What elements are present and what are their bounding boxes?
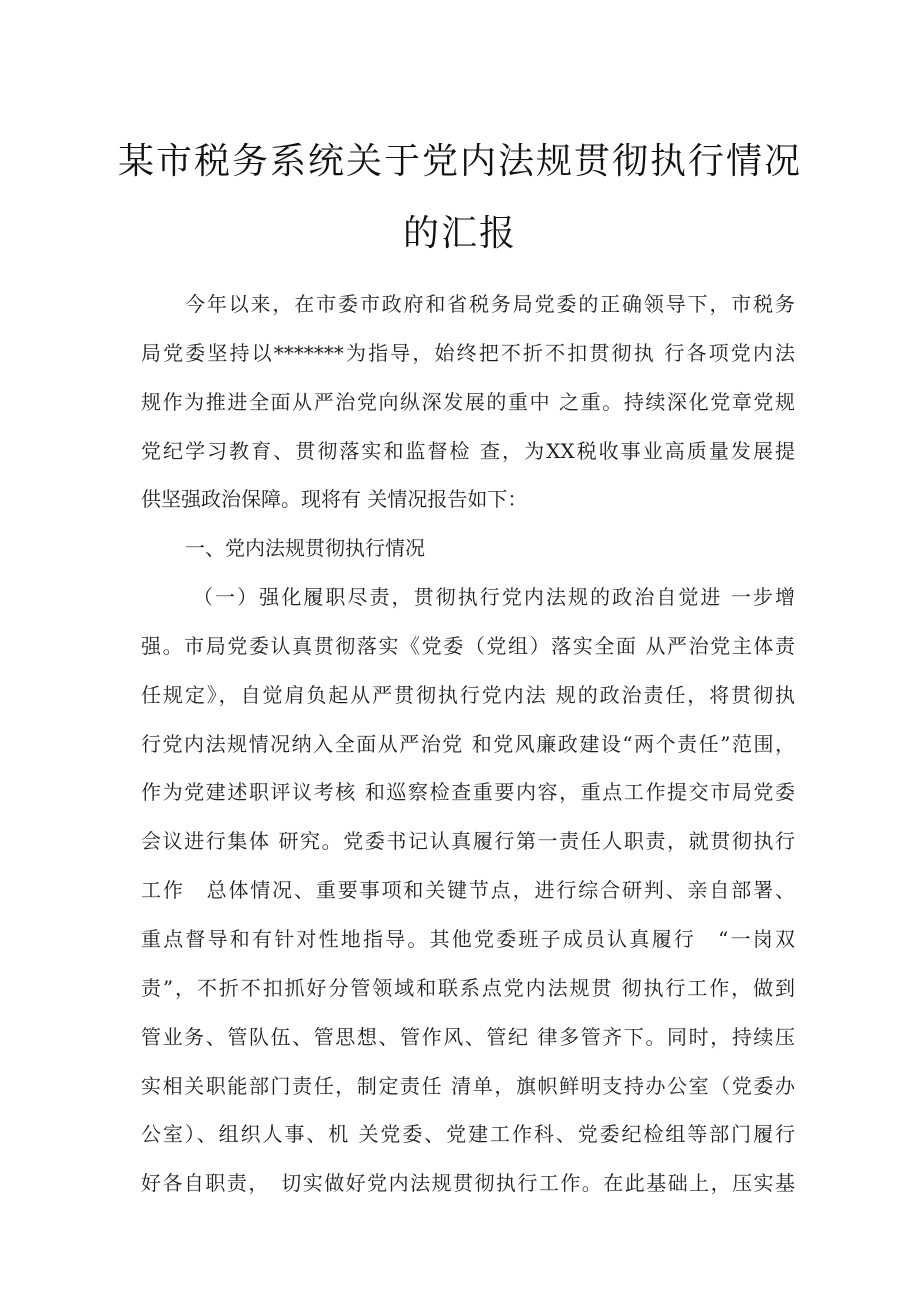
- paragraph-line: 管业务、管队伍、管思想、管作风、管纪 律多管齐下。同时，持续压: [141, 1024, 795, 1049]
- paragraph-line: 强。市局党委认真贯彻落实《党委（党组）落实全面 从严治党主体责: [141, 633, 795, 658]
- document-body: [141, 280, 795, 1208]
- paragraph-line: 责”，不折不扣抓好分管领域和联系点党内法规贯 彻执行工作，做到: [141, 975, 795, 1000]
- paragraph-line: 规作为推进全面从严治党向纵深发展的重中 之重。持续深化党章党规: [141, 389, 795, 414]
- paragraph-line: 重点督导和有针对性地指导。其他党委班子成员认真履行 “一岗双: [141, 926, 795, 951]
- paragraph-line: 会议进行集体 研究。党委书记认真履行第一责任人职责，就贯彻执行: [141, 829, 795, 854]
- paragraph-line: 作为党建述职评议考核 和巡察检查重要内容，重点工作提交市局党委: [141, 780, 795, 805]
- document-title-line-2: 的汇报: [402, 213, 517, 254]
- section-heading: 一、党内法规贯彻执行情况: [185, 536, 425, 561]
- subsection-heading-line: （一）强化履职尽责，贯彻执行党内法规的政治自觉进 一步增: [193, 585, 795, 610]
- paragraph-line: 好各自职责， 切实做好党内法规贯彻执行工作。在此基础上，压实基: [141, 1171, 795, 1196]
- paragraph-line: 实相关职能部门责任，制定责任 清单，旗帜鲜明支持办公室（党委办: [141, 1073, 795, 1098]
- paragraph-line: 局党委坚持以*******为指导，始终把不折不扣贯彻执 行各项党内法: [141, 340, 795, 365]
- paragraph-line: 今年以来，在市委市政府和省税务局党委的正确领导下，市税务: [185, 292, 795, 316]
- paragraph-line: 供坚强政治保障。现将有 关情况报告如下：: [141, 487, 528, 512]
- paragraph-line: 工作 总体情况、重要事项和关键节点，进行综合研判、亲自部署、: [141, 878, 795, 903]
- document-title-line-1: 某市税务系统关于党内法规贯彻执行情况: [117, 141, 802, 182]
- paragraph-line: 党纪学习教育、贯彻落实和监督检 查，为XX税收事业高质量发展提: [141, 438, 795, 463]
- paragraph-line: 任规定》，自觉肩负起从严贯彻执行党内法 规的政治责任，将贯彻执: [141, 682, 795, 707]
- paragraph-line: 公室）、组织人事、机 关党委、党建工作科、党委纪检组等部门履行: [141, 1122, 795, 1147]
- paragraph-line: 行党内法规情况纳入全面从严治党 和党风廉政建设“两个责任”范围，: [141, 731, 795, 756]
